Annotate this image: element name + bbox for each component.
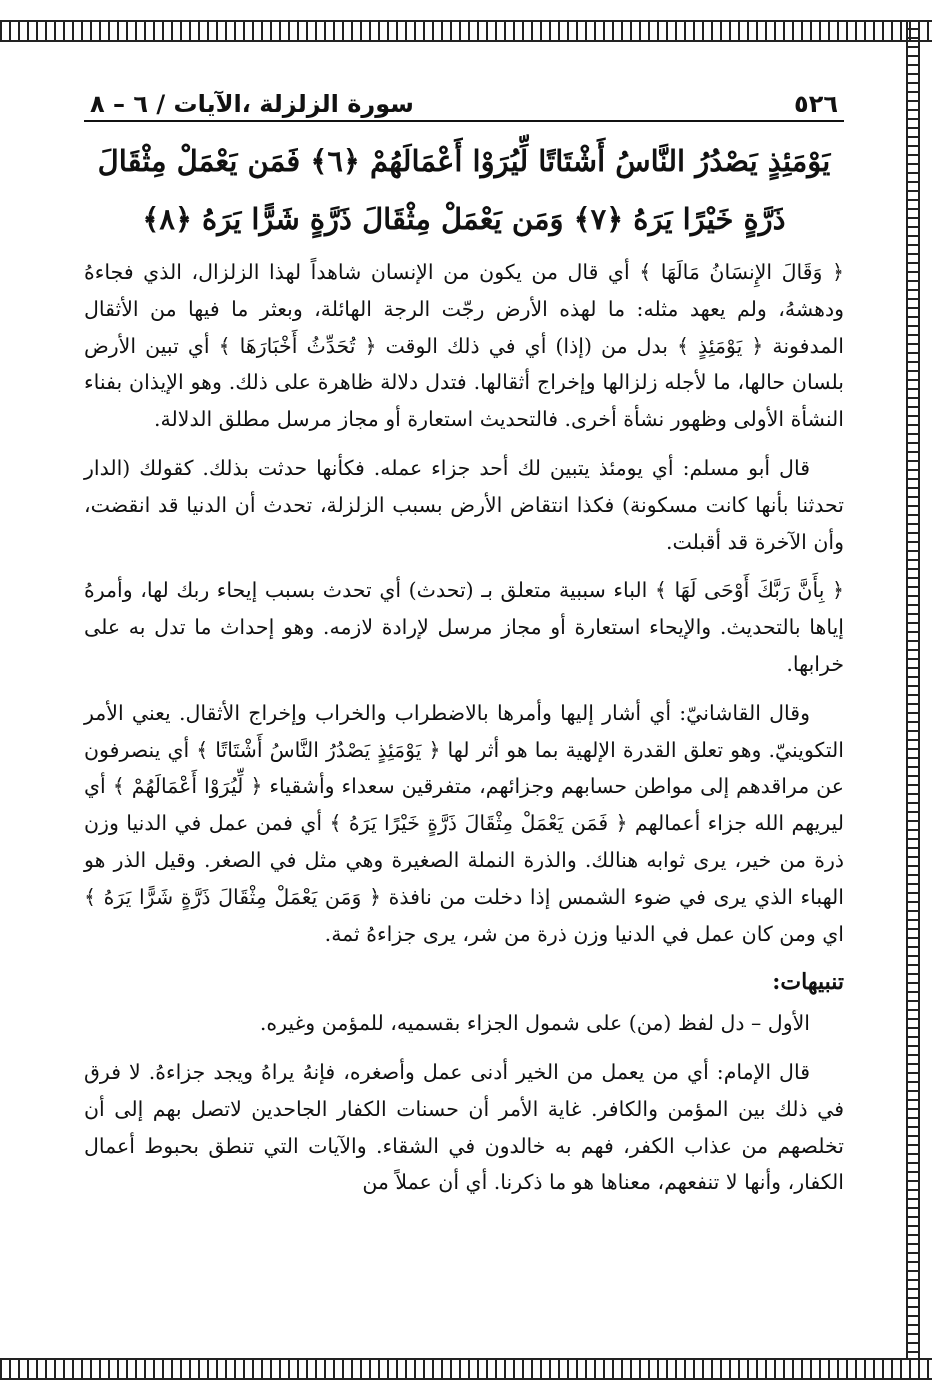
verse-line: يَوْمَئِذٍ يَصْدُرُ النَّاسُ أَشْتَاتًا لِّيُرَوْا أَعْمَالَهُمْ ﴿٦﴾ فَمَن يَعْمَلْ مِثْقَالَ bbox=[97, 144, 831, 178]
page bbox=[84, 72, 844, 1213]
paragraph: ﴿ وَقَالَ الإِنسَانُ مَالَهَا ﴾ أي قال من يكون من الإنسان شاهداً لهذا الزلزال، الذي فجاءهُ ودهشهُ، ولم يعهد مثله: ما لهذه الأرض رجّت الرجة الهائلة، وبعثر ما فيها من الأثقال المدفونة ﴿ يَوْمَئِذٍ ﴾ بدل من (إذا) أي في ذلك الوقت ﴿ تُحَدِّثُ أَخْبَارَهَا ﴾ أي تبين الأرض بلسان حالها، ما لأجله زلزالها وإخراج أثقالها. فتدل دلالة ظاهرة على ذلك. وهو الإيذان بفناء النشأة الأولى وظهور نشأة أخرى. فالتحديث استعارة أو مجاز مرسل مطلق الدلالة. bbox=[84, 260, 844, 432]
paragraph: قال أبو مسلم: أي يومئذ يتبين لك أحد جزاء عمله. فكأنها حدثت بذلك. كقولك (الدار تحدثنا بأنها كانت مسكونة) فكذا انتقاض الأرض بسبب الزلزلة، تحدث أن الدنيا قد انقضت، وأن الآخرة قد أقبلت. bbox=[84, 455, 844, 554]
verse-line: ذَرَّةٍ خَيْرًا يَرَهُ ﴿٧﴾ وَمَن يَعْمَلْ مِثْقَالَ ذَرَّةٍ شَرًّا يَرَهُ ﴿٨﴾ bbox=[142, 202, 786, 236]
paragraph: الأول – دل لفظ (من) على شمول الجزاء بقسميه، للمؤمن وغيره. bbox=[259, 1011, 810, 1036]
paragraph: وقال القاشانيّ: أي أشار إليها وأمرها بالاضطراب والخراب وإخراج الأثقال. يعني الأمر التكوينيّ. وهو تعلق القدرة الإلهية بما هو أثر لها ﴿ يَوْمَئِذٍ يَصْدُرُ النَّاسُ أَشْتَاتًا ﴾ أي ينصرفون عن مراقدهم إلى مواطن حسابهم وجزائهم، متفرقين سعداء وأشقياء ﴿ لِّيُرَوْا أَعْمَالَهُمْ ﴾ أي ليريهم الله جزاء أعمالهم ﴿ فَمَن يَعْمَلْ مِثْقَالَ ذَرَّةٍ خَيْرًا يَرَهُ ﴾ أي فمن عمل في الدنيا وزن ذرة من خير، يرى ثوابه هنالك. والذرة النملة الصغيرة وهي مثل في الصغر. وقيل الذر هو الهباء الذي يرى في ضوء الشمس إذا دخلت من نافذة ﴿ وَمَن يَعْمَلْ مِثْقَالَ ذَرَّةٍ شَرًّا يَرَهُ ﴾ اي ومن كان عمل في الدنيا وزن ذرة من شر، يرى جزاءهُ ثمة. bbox=[84, 700, 844, 946]
running-header bbox=[84, 72, 844, 122]
commentary bbox=[84, 254, 844, 1201]
bottom-border bbox=[0, 1358, 932, 1380]
subheading: تنبيهات: bbox=[772, 969, 844, 996]
page-number: ٥٢٦ bbox=[794, 90, 838, 118]
quran-verses bbox=[84, 132, 844, 248]
side-border bbox=[906, 20, 920, 1380]
paragraph: ﴿ بِأَنَّ رَبَّكَ أَوْحَى لَهَا ﴾ الباء سببية متعلق بـ (تحدث) أي تحدث بسبب إيحاء ربك لها، وأمرهُ إياها بالتحديث. والإيحاء استعارة أو مجاز مرسل لإرادة لازمه. وهو إحداث ما تدل به على خرابها. bbox=[84, 578, 844, 676]
chapter-title: سورة الزلزلة ،الآيات / ٦ – ٨ bbox=[90, 90, 414, 118]
top-border bbox=[0, 20, 932, 42]
paragraph: قال الإمام: أي من يعمل من الخير أدنى عمل وأصغره، فإنهُ يراهُ ويجد جزاءهُ. لا فرق في ذلك بين المؤمن والكافر. غاية الأمر أن حسنات الكفار الجاحدين لاتصل بهم إلى أن تخلصهم من عذاب الكفر، فهم به خالدون في الشقاء. والآيات التي تنطق بحبوط أعمال الكفار، وأنها لا تنفعهم، معناها هو ما ذكرنا. أي أن عملاً من bbox=[84, 1059, 844, 1195]
